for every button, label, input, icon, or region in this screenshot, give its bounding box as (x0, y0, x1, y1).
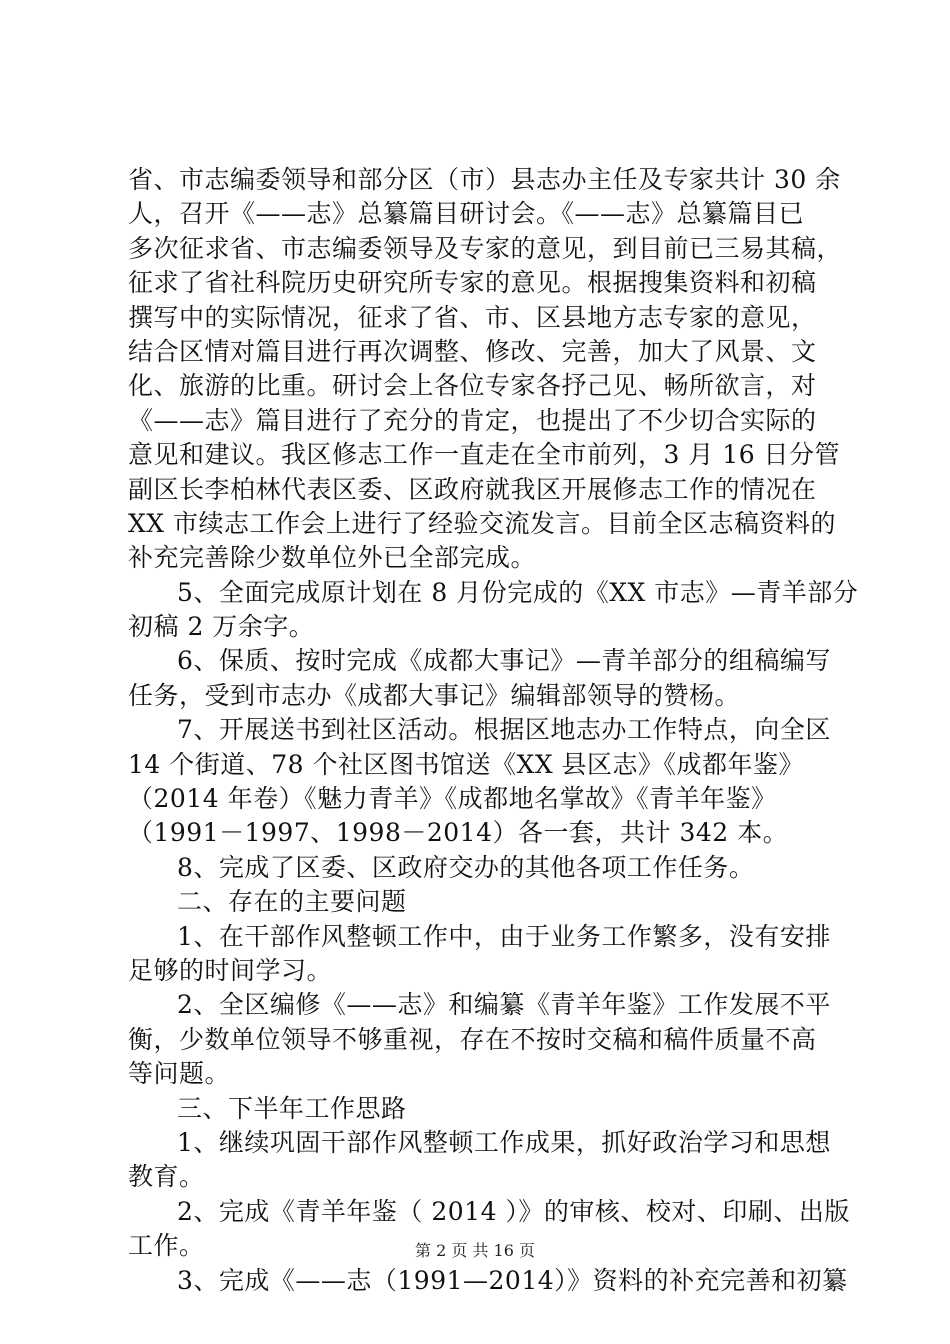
text-line: 8、完成了区委、区政府交办的其他各项工作任务。 (177, 852, 755, 882)
text-line: 补充完善除少数单位外已全部完成。 (128, 543, 537, 573)
text-line: 1、继续巩固干部作风整顿工作成果，抓好政治学习和思想 (177, 1127, 831, 1157)
text-line: 5、全面完成原计划在 8 月份完成的《XX 市志》—青羊部分 (177, 577, 859, 607)
page-number: 第 2 页 共 16 页 (415, 1241, 535, 1260)
text-line: 多次征求省、市志编委领导及专家的意见，到目前已三易其稿， (128, 233, 843, 263)
text-line: 征求了省社科院历史研究所专家的意见。根据搜集资料和初稿 (128, 268, 817, 298)
document-body (128, 163, 859, 1298)
text-line: XX 市续志工作会上进行了经验交流发言。目前全区志稿资料的 (128, 508, 837, 538)
text-line: 任务，受到市志办《成都大事记》编辑部领导的赞杨。 (128, 680, 741, 710)
text-line: 衡，少数单位领导不够重视，存在不按时交稿和稿件质量不高 (128, 1024, 817, 1054)
text-line: 1、在干部作风整顿工作中，由于业务工作繁多，没有安排 (177, 921, 831, 951)
text-line: 省、市志编委领导和部分区（市）县志办主任及专家共计 30 余 (128, 165, 841, 194)
text-line: （1991－1997、1998－2014）各一套，共计 342 本。 (128, 818, 789, 848)
text-line: 14 个街道、78 个社区图书馆送《XX 县区志》《成都年鉴》 (128, 749, 805, 779)
text-line: （2014 年卷）《魅力青羊》《成都地名掌故》《青羊年鉴》 (128, 784, 777, 814)
text-line: 初稿 2 万余字。 (128, 612, 315, 642)
text-line: 三、下半年工作思路 (177, 1093, 407, 1123)
text-line: 6、保质、按时完成《成都大事记》—青羊部分的组稿编写 (177, 646, 831, 676)
text-line: 二、存在的主要问题 (177, 887, 407, 917)
text-line: 2、完成《青羊年鉴（ 2014 ）》的审核、校对、印刷、出版 (177, 1196, 850, 1226)
text-line: 等问题。 (128, 1059, 231, 1089)
text-line: 2、全区编修《——志》和编纂《青羊年鉴》工作发展不平 (177, 990, 831, 1020)
text-line: 3、完成《——志（1991—2014）》资料的补充完善和初纂 (177, 1265, 848, 1295)
text-line: 人，召开《——志》总纂篇目研讨会。《——志》总纂篇目已 (128, 199, 805, 229)
text-line: 《——志》篇目进行了充分的肯定，也提出了不少切合实际的 (128, 405, 817, 435)
text-line: 足够的时间学习。 (128, 955, 333, 985)
text-line: 意见和建议。我区修志工作一直走在全市前列，3 月 16 日分管 (128, 440, 841, 470)
text-line: 7、开展送书到社区活动。根据区地志办工作特点，向全区 (177, 715, 831, 745)
text-line: 结合区情对篇目进行再次调整、修改、完善，加大了风景、文 (128, 336, 817, 366)
text-line: 化、旅游的比重。研讨会上各位专家各抒己见、畅所欲言，对 (128, 371, 817, 401)
text-line: 副区长李柏林代表区委、区政府就我区开展修志工作的情况在 (128, 474, 817, 504)
text-line: 教育。 (128, 1162, 205, 1192)
text-line: 工作。 (128, 1231, 205, 1261)
text-line: 撰写中的实际情况，征求了省、市、区县地方志专家的意见， (128, 302, 817, 332)
